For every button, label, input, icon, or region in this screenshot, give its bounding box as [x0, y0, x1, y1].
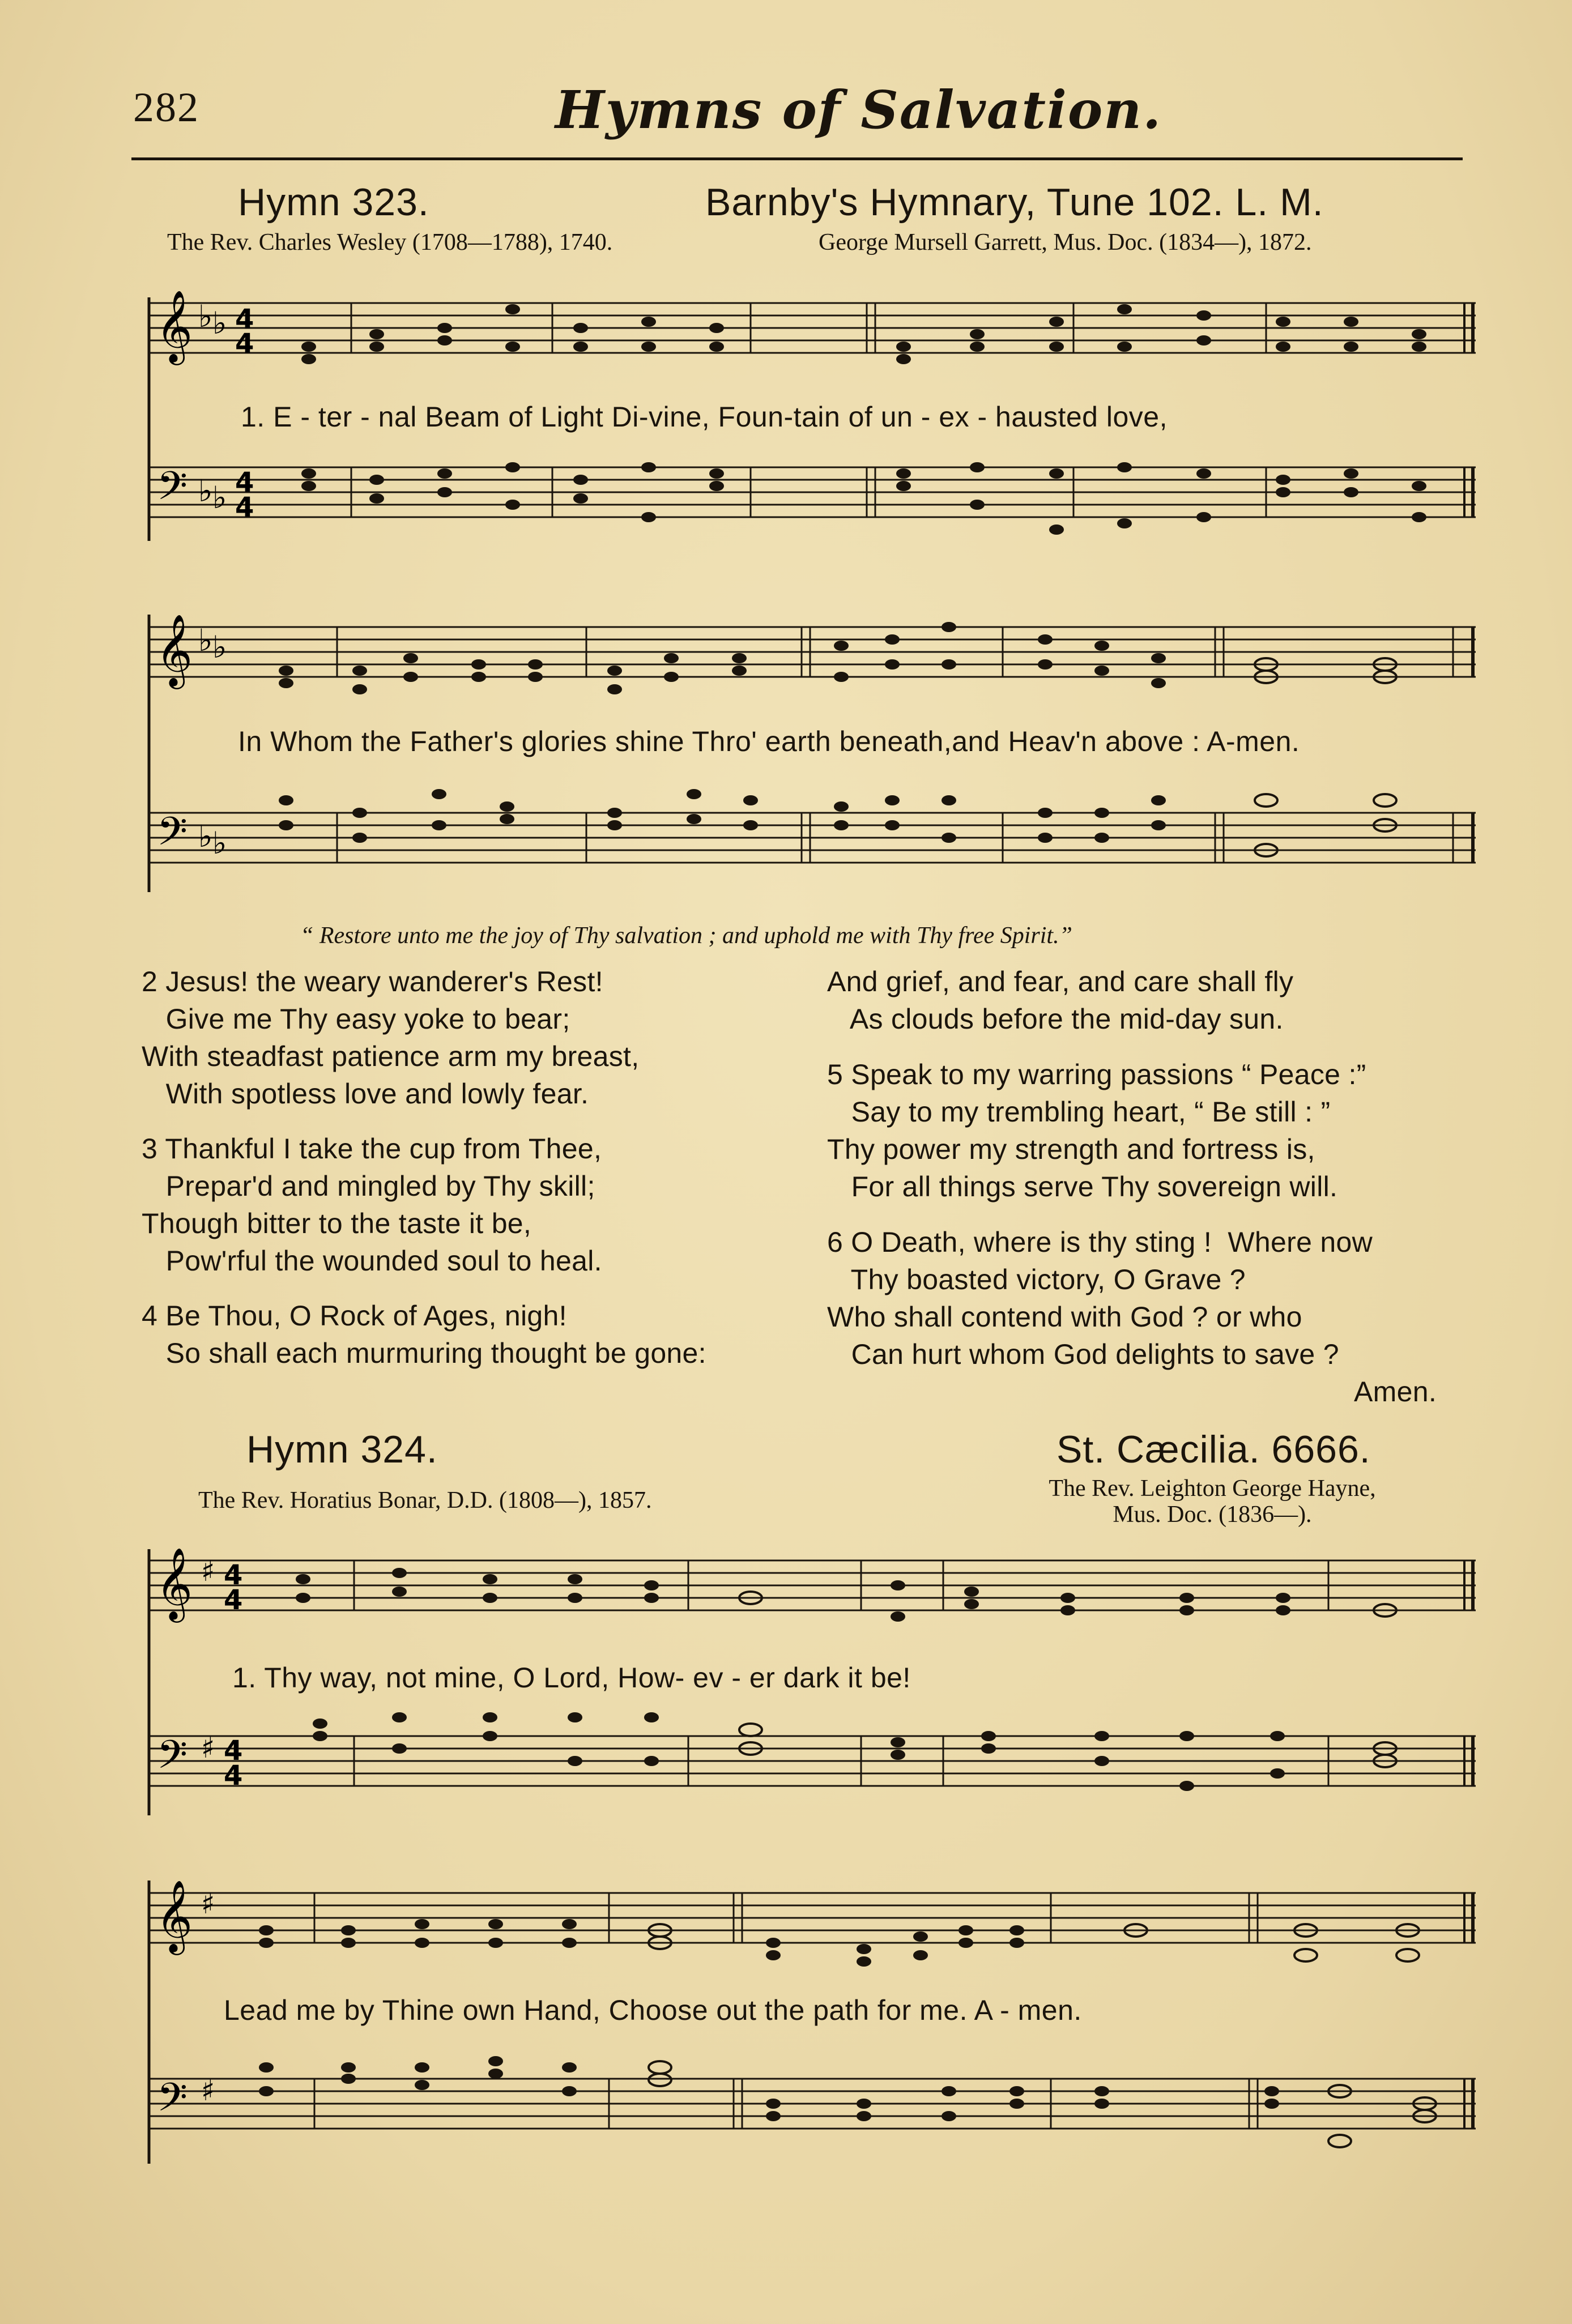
verse-2: 2 Jesus! the weary wanderer's Rest! Give me Thy easy yoke to bear; With steadfast patience arm my breast, With spotless love and lowly fear. [142, 966, 640, 1110]
svg-text:4: 4 [224, 1559, 243, 1591]
hymn-323-composer: George Mursell Garrett, Mus. Doc. (1834—), 1872. [819, 229, 1312, 255]
svg-text:𝄞: 𝄞 [156, 1879, 193, 1952]
hymn-323-number: Hymn 323. [238, 181, 429, 224]
svg-text:♭: ♭ [212, 305, 227, 341]
svg-text:𝄞: 𝄞 [156, 613, 193, 686]
svg-text:♭: ♭ [212, 480, 227, 515]
composer-line-1: The Rev. Leighton George Hayne, [1049, 1476, 1376, 1502]
svg-text:♭: ♭ [198, 818, 213, 854]
header-rule [131, 157, 1463, 160]
hymn-324-lyric-line-1: 1. Thy way, not mine, O Lord, How- ev - er dark it be! [232, 1662, 911, 1694]
svg-text:𝄞: 𝄞 [156, 1547, 193, 1619]
svg-text:♭: ♭ [198, 299, 213, 334]
hymn-324-composer [986, 1476, 1439, 1528]
svg-text:4: 4 [224, 1760, 243, 1792]
svg-text:4: 4 [235, 328, 254, 360]
page-number: 282 [133, 84, 199, 131]
svg-text:𝄢: 𝄢 [157, 1732, 188, 1787]
svg-text:♭: ♭ [212, 825, 227, 861]
svg-text:𝄢: 𝄢 [157, 463, 188, 518]
svg-text:4: 4 [235, 467, 254, 498]
svg-text:♯: ♯ [201, 1887, 215, 1920]
hymn-323-music-system-1 [139, 275, 1481, 569]
verse-6: 6 O Death, where is thy sting ! Where now Thy boasted victory, O Grave ? Who shall contend with God ? or who Can hurt whom God delights to save ? [827, 1226, 1373, 1370]
hymn-324-music-system-1 [139, 1526, 1481, 1832]
hymn-324-tune: St. Cæcilia. 6666. [1056, 1428, 1371, 1471]
svg-text:4: 4 [224, 1584, 243, 1616]
verse-3: 3 Thankful I take the cup from Thee, Prepar'd and mingled by Thy skill; Though bitter to the taste it be, Pow'rful the wounded soul to heal. [142, 1133, 602, 1277]
verse-5: 5 Speak to my warring passions “ Peace :” Say to my trembling heart, “ Be still : ” Thy power my strength and fortress is, For all things serve Thy sovereign will. [827, 1059, 1366, 1202]
svg-text:4: 4 [235, 492, 254, 523]
hymn-324-author: The Rev. Horatius Bonar, D.D. (1808—), 1857. [198, 1487, 652, 1513]
svg-text:♯: ♯ [201, 1555, 215, 1588]
svg-text:𝄞: 𝄞 [156, 289, 193, 362]
hymn-324-music-system-2 [139, 1858, 1481, 2175]
hymn-324-lyric-line-2: Lead me by Thine own Hand, Choose out the path for me. A - men. [224, 1994, 1082, 2026]
svg-text:♭: ♭ [198, 622, 213, 658]
svg-text:♭: ♭ [212, 629, 227, 665]
hymn-323-lyric-line-1: 1. E - ter - nal Beam of Light Di-vine, Foun-tain of un - ex - hausted love, [241, 401, 1168, 433]
verse-4-continued: And grief, and fear, and care shall fly As clouds before the mid-day sun. [827, 966, 1294, 1035]
amen-label: Amen. [1354, 1376, 1437, 1408]
svg-text:𝄢: 𝄢 [157, 2074, 188, 2130]
hymn-323-lyric-line-2: In Whom the Father's glories shine Thro' earth beneath,and Heav'n above : A-men. [238, 726, 1300, 757]
verse-4: 4 Be Thou, O Rock of Ages, nigh! So shall each murmuring thought be gone: [142, 1300, 706, 1369]
svg-text:♯: ♯ [201, 1732, 215, 1764]
scripture-quote: “ Restore unto me the joy of Thy salvation ; and uphold me with Thy free Spirit.” [300, 923, 1072, 949]
svg-text:4: 4 [224, 1735, 243, 1767]
running-title: Hymns of Salvation. [555, 79, 1162, 140]
hymn-323-music-system-2 [139, 592, 1481, 909]
hymn-323-tune: Barnby's Hymnary, Tune 102. L. M. [705, 181, 1324, 224]
svg-text:𝄢: 𝄢 [157, 808, 188, 864]
composer-line-2: Mus. Doc. (1836—). [1113, 1502, 1312, 1528]
hymn-324-number: Hymn 324. [246, 1428, 438, 1471]
hymn-323-author: The Rev. Charles Wesley (1708—1788), 1740. [167, 229, 613, 255]
svg-text:4: 4 [235, 304, 254, 335]
svg-text:♯: ♯ [201, 2074, 215, 2107]
svg-text:♭: ♭ [198, 473, 213, 509]
